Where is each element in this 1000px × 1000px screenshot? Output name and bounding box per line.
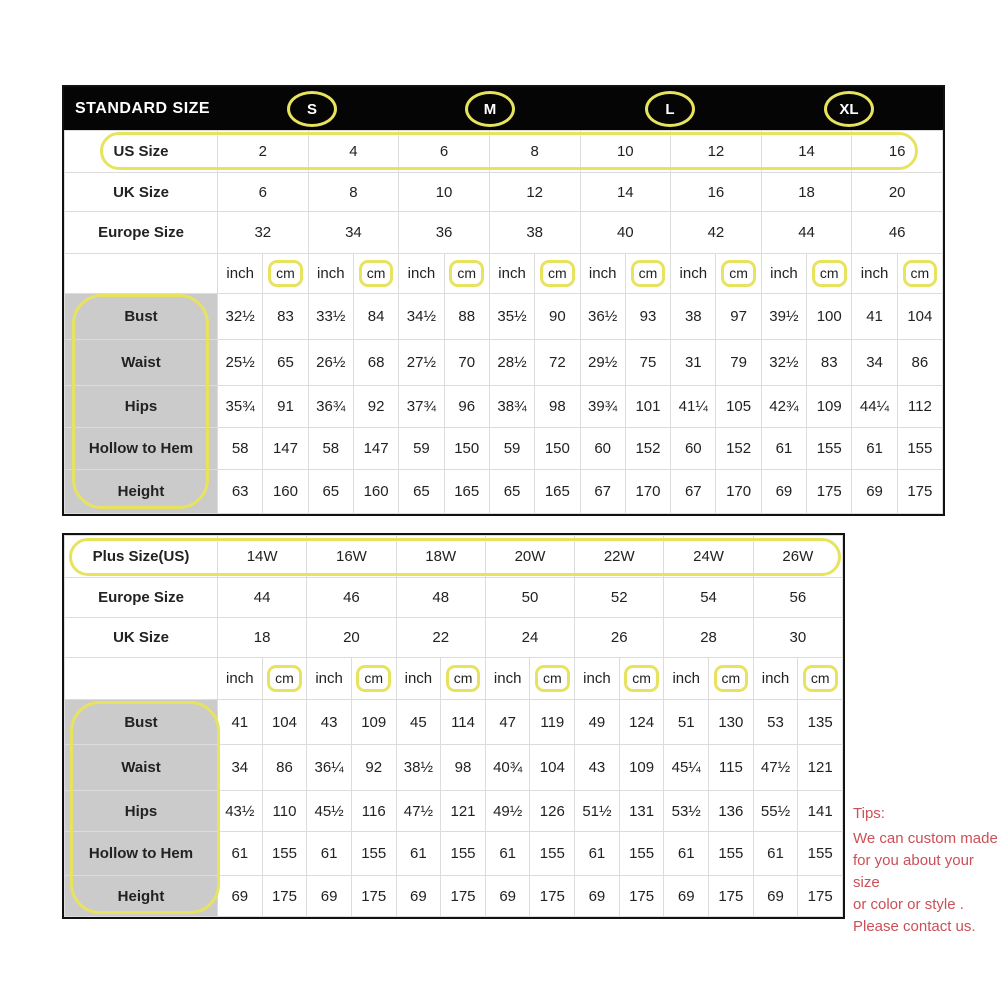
size-row-label: Europe Size <box>65 212 218 254</box>
measure-value-cell: 84 <box>353 294 398 340</box>
size-value-cell: 10 <box>399 173 490 212</box>
measure-value-cell: 152 <box>625 428 670 470</box>
measure-value-cell: 155 <box>807 428 852 470</box>
measure-value-cell: 59 <box>489 428 534 470</box>
size-value-cell: 54 <box>664 578 753 618</box>
measure-value-cell: 69 <box>307 876 352 917</box>
unit-inch-cell: inch <box>852 254 897 294</box>
measure-value-cell: 175 <box>441 876 486 917</box>
measure-value-cell: 88 <box>444 294 489 340</box>
measure-value-cell: 83 <box>807 340 852 386</box>
measure-value-cell: 155 <box>262 832 307 876</box>
table-row <box>65 536 843 578</box>
measure-value-cell: 31 <box>671 340 716 386</box>
measure-value-cell: 49 <box>575 700 620 745</box>
measure-value-cell: 165 <box>444 470 489 514</box>
unit-inch-cell: inch <box>575 658 620 700</box>
measure-value-cell: 41 <box>218 700 263 745</box>
size-row-label: US Size <box>65 131 218 173</box>
cm-highlight-box: cm <box>356 665 391 692</box>
unit-inch-cell: inch <box>671 254 716 294</box>
measure-value-cell: 53 <box>753 700 798 745</box>
measure-value-cell: 121 <box>441 791 486 832</box>
size-value-cell: 48 <box>396 578 485 618</box>
size-value-cell: 20W <box>485 536 574 578</box>
unit-inch-cell: inch <box>753 658 798 700</box>
measure-value-cell: 61 <box>575 832 620 876</box>
unit-cm-cell <box>619 658 664 700</box>
measure-row-label: Waist <box>65 340 218 386</box>
size-value-cell: 42 <box>671 212 762 254</box>
measure-value-cell: 61 <box>761 428 806 470</box>
measure-value-cell: 67 <box>580 470 625 514</box>
measure-value-cell: 61 <box>485 832 530 876</box>
measure-value-cell: 65 <box>489 470 534 514</box>
size-value-cell: 16W <box>307 536 396 578</box>
size-value-cell: 6 <box>218 173 309 212</box>
unit-row-empty-cell <box>65 658 218 700</box>
unit-inch-cell: inch <box>308 254 353 294</box>
measure-value-cell: 92 <box>353 386 398 428</box>
measure-row-label: Hips <box>65 791 218 832</box>
size-value-cell: 14W <box>218 536 307 578</box>
measure-value-cell: 119 <box>530 700 575 745</box>
unit-cm-cell <box>351 658 396 700</box>
measure-value-cell: 27½ <box>399 340 444 386</box>
unit-cm-cell <box>530 658 575 700</box>
cm-highlight-box: cm <box>803 665 838 692</box>
measure-value-cell: 92 <box>351 745 396 791</box>
size-row-label: UK Size <box>65 173 218 212</box>
size-grid-table <box>64 130 943 514</box>
measure-value-cell: 26½ <box>308 340 353 386</box>
unit-cm-cell <box>798 658 843 700</box>
size-value-cell: 18 <box>761 173 852 212</box>
measure-value-cell: 69 <box>753 876 798 917</box>
plus-size-table <box>62 533 845 919</box>
unit-cm-cell <box>716 254 761 294</box>
unit-inch-cell: inch <box>218 658 263 700</box>
measure-value-cell: 100 <box>807 294 852 340</box>
size-value-cell: 34 <box>308 212 399 254</box>
cm-highlight-box: cm <box>721 260 756 287</box>
measure-value-cell: 25½ <box>218 340 263 386</box>
unit-inch-cell: inch <box>307 658 352 700</box>
measure-value-cell: 69 <box>396 876 441 917</box>
measure-value-cell: 155 <box>351 832 396 876</box>
plus-size-grid <box>64 535 843 917</box>
measure-value-cell: 63 <box>218 470 263 514</box>
cm-highlight-box: cm <box>540 260 575 287</box>
size-grid-table <box>64 535 843 917</box>
size-row-label: Plus Size(US) <box>65 536 218 578</box>
table-row <box>65 791 843 832</box>
measure-value-cell: 175 <box>798 876 843 917</box>
measure-value-cell: 109 <box>807 386 852 428</box>
measure-row-label: Waist <box>65 745 218 791</box>
measure-value-cell: 51 <box>664 700 709 745</box>
measure-value-cell: 34½ <box>399 294 444 340</box>
measure-value-cell: 86 <box>262 745 307 791</box>
measure-value-cell: 69 <box>485 876 530 917</box>
measure-value-cell: 175 <box>897 470 942 514</box>
measure-value-cell: 34 <box>218 745 263 791</box>
measure-value-cell: 32½ <box>761 340 806 386</box>
measure-value-cell: 91 <box>263 386 308 428</box>
size-badge-xl-oval-icon: XL <box>824 91 874 127</box>
measure-value-cell: 39¾ <box>580 386 625 428</box>
measure-row-label: Hollow to Hem <box>65 428 218 470</box>
measure-row-label: Hollow to Hem <box>65 832 218 876</box>
measure-value-cell: 112 <box>897 386 942 428</box>
size-value-cell: 56 <box>753 578 842 618</box>
measure-value-cell: 75 <box>625 340 670 386</box>
measure-value-cell: 38½ <box>396 745 441 791</box>
size-value-cell: 12 <box>489 173 580 212</box>
measure-value-cell: 109 <box>351 700 396 745</box>
measure-value-cell: 141 <box>798 791 843 832</box>
unit-inch-cell: inch <box>580 254 625 294</box>
size-value-cell: 26 <box>575 618 664 658</box>
measure-value-cell: 40¾ <box>485 745 530 791</box>
unit-cm-cell <box>625 254 670 294</box>
measure-value-cell: 70 <box>444 340 489 386</box>
unit-cm-cell <box>353 254 398 294</box>
size-value-cell: 32 <box>218 212 309 254</box>
measure-value-cell: 175 <box>709 876 754 917</box>
cm-highlight-box: cm <box>812 260 847 287</box>
measure-value-cell: 43 <box>307 700 352 745</box>
measure-value-cell: 69 <box>575 876 620 917</box>
tips-line: for you about your size <box>853 852 974 891</box>
size-value-cell: 26W <box>753 536 842 578</box>
measure-value-cell: 59 <box>399 428 444 470</box>
measure-value-cell: 152 <box>716 428 761 470</box>
measure-value-cell: 38 <box>671 294 716 340</box>
standard-size-header <box>64 87 943 130</box>
measure-value-cell: 41¼ <box>671 386 716 428</box>
size-value-cell: 20 <box>307 618 396 658</box>
cm-highlight-box: cm <box>714 665 749 692</box>
size-value-cell: 8 <box>308 173 399 212</box>
measure-value-cell: 101 <box>625 386 670 428</box>
measure-value-cell: 35½ <box>489 294 534 340</box>
standard-size-title: STANDARD SIZE <box>75 99 211 117</box>
measure-value-cell: 36½ <box>580 294 625 340</box>
size-value-cell: 8 <box>489 131 580 173</box>
unit-inch-cell: inch <box>761 254 806 294</box>
measure-value-cell: 67 <box>671 470 716 514</box>
measure-value-cell: 61 <box>852 428 897 470</box>
unit-inch-cell: inch <box>396 658 441 700</box>
tips-line: Please contact us. <box>853 918 976 935</box>
size-value-cell: 6 <box>399 131 490 173</box>
measure-value-cell: 44¼ <box>852 386 897 428</box>
standard-size-grid <box>64 130 943 514</box>
measure-row-label: Height <box>65 470 218 514</box>
measure-value-cell: 131 <box>619 791 664 832</box>
measure-value-cell: 34 <box>852 340 897 386</box>
measure-value-cell: 45 <box>396 700 441 745</box>
unit-cm-cell <box>897 254 942 294</box>
measure-value-cell: 116 <box>351 791 396 832</box>
measure-value-cell: 104 <box>262 700 307 745</box>
unit-cm-cell <box>444 254 489 294</box>
measure-value-cell: 29½ <box>580 340 625 386</box>
table-row <box>65 131 943 173</box>
size-value-cell: 24 <box>485 618 574 658</box>
table-row <box>65 428 943 470</box>
measure-value-cell: 124 <box>619 700 664 745</box>
measure-value-cell: 37¾ <box>399 386 444 428</box>
table-row <box>65 386 943 428</box>
measure-value-cell: 155 <box>897 428 942 470</box>
tips-line: or color or style . <box>853 896 964 913</box>
measure-value-cell: 32½ <box>218 294 263 340</box>
measure-value-cell: 93 <box>625 294 670 340</box>
measure-value-cell: 170 <box>716 470 761 514</box>
size-value-cell: 30 <box>753 618 842 658</box>
measure-value-cell: 36¾ <box>308 386 353 428</box>
measure-row-label: Hips <box>65 386 218 428</box>
size-badge-l-oval-icon: L <box>645 91 695 127</box>
measure-value-cell: 150 <box>535 428 580 470</box>
measure-value-cell: 115 <box>709 745 754 791</box>
measure-value-cell: 65 <box>263 340 308 386</box>
table-row <box>65 254 943 294</box>
cm-highlight-box: cm <box>449 260 484 287</box>
measure-value-cell: 39½ <box>761 294 806 340</box>
table-row <box>65 876 843 917</box>
measure-value-cell: 49½ <box>485 791 530 832</box>
size-value-cell: 46 <box>307 578 396 618</box>
size-value-cell: 36 <box>399 212 490 254</box>
measure-value-cell: 175 <box>807 470 852 514</box>
unit-cm-cell <box>441 658 486 700</box>
size-value-cell: 46 <box>852 212 943 254</box>
measure-value-cell: 45¼ <box>664 745 709 791</box>
table-row <box>65 658 843 700</box>
unit-inch-cell: inch <box>489 254 534 294</box>
measure-value-cell: 147 <box>263 428 308 470</box>
measure-value-cell: 160 <box>353 470 398 514</box>
measure-value-cell: 104 <box>897 294 942 340</box>
measure-value-cell: 175 <box>619 876 664 917</box>
measure-value-cell: 130 <box>709 700 754 745</box>
cm-highlight-box: cm <box>903 260 938 287</box>
measure-value-cell: 51½ <box>575 791 620 832</box>
measure-value-cell: 47½ <box>753 745 798 791</box>
measure-value-cell: 79 <box>716 340 761 386</box>
measure-value-cell: 147 <box>353 428 398 470</box>
unit-cm-cell <box>535 254 580 294</box>
measure-value-cell: 160 <box>263 470 308 514</box>
measure-value-cell: 83 <box>263 294 308 340</box>
tips-line: We can custom made <box>853 830 998 847</box>
size-value-cell: 44 <box>761 212 852 254</box>
cm-highlight-box: cm <box>535 665 570 692</box>
measure-value-cell: 38¾ <box>489 386 534 428</box>
table-row <box>65 340 943 386</box>
measure-value-cell: 96 <box>444 386 489 428</box>
size-value-cell: 50 <box>485 578 574 618</box>
measure-value-cell: 53½ <box>664 791 709 832</box>
size-value-cell: 14 <box>580 173 671 212</box>
measure-value-cell: 58 <box>308 428 353 470</box>
measure-value-cell: 105 <box>716 386 761 428</box>
measure-value-cell: 121 <box>798 745 843 791</box>
cm-highlight-box: cm <box>446 665 481 692</box>
size-value-cell: 2 <box>218 131 309 173</box>
measure-value-cell: 165 <box>535 470 580 514</box>
measure-value-cell: 47 <box>485 700 530 745</box>
size-badge-s-oval-icon: S <box>287 91 337 127</box>
size-row-label: UK Size <box>65 618 218 658</box>
table-row <box>65 173 943 212</box>
measure-value-cell: 35¾ <box>218 386 263 428</box>
measure-value-cell: 28½ <box>489 340 534 386</box>
measure-value-cell: 98 <box>441 745 486 791</box>
measure-value-cell: 43 <box>575 745 620 791</box>
measure-value-cell: 98 <box>535 386 580 428</box>
measure-value-cell: 36¼ <box>307 745 352 791</box>
size-value-cell: 24W <box>664 536 753 578</box>
table-row <box>65 618 843 658</box>
size-row-label: Europe Size <box>65 578 218 618</box>
measure-value-cell: 90 <box>535 294 580 340</box>
unit-cm-cell <box>263 254 308 294</box>
unit-inch-cell: inch <box>399 254 444 294</box>
measure-value-cell: 69 <box>852 470 897 514</box>
measure-value-cell: 72 <box>535 340 580 386</box>
size-value-cell: 14 <box>761 131 852 173</box>
measure-row-label: Bust <box>65 294 218 340</box>
size-value-cell: 10 <box>580 131 671 173</box>
measure-value-cell: 97 <box>716 294 761 340</box>
size-value-cell: 4 <box>308 131 399 173</box>
measure-value-cell: 69 <box>664 876 709 917</box>
measure-value-cell: 55½ <box>753 791 798 832</box>
size-value-cell: 28 <box>664 618 753 658</box>
table-row <box>65 745 843 791</box>
measure-value-cell: 41 <box>852 294 897 340</box>
unit-inch-cell: inch <box>485 658 530 700</box>
measure-value-cell: 42¾ <box>761 386 806 428</box>
unit-inch-cell: inch <box>664 658 709 700</box>
measure-value-cell: 155 <box>709 832 754 876</box>
unit-row-empty-cell <box>65 254 218 294</box>
size-value-cell: 40 <box>580 212 671 254</box>
size-value-cell: 22W <box>575 536 664 578</box>
cm-highlight-box: cm <box>268 260 303 287</box>
measure-value-cell: 43½ <box>218 791 263 832</box>
size-value-cell: 16 <box>852 131 943 173</box>
measure-value-cell: 114 <box>441 700 486 745</box>
custom-made-tips-note <box>853 803 1000 938</box>
table-row <box>65 294 943 340</box>
measure-value-cell: 104 <box>530 745 575 791</box>
table-row <box>65 578 843 618</box>
measure-row-label: Height <box>65 876 218 917</box>
measure-value-cell: 65 <box>308 470 353 514</box>
cm-highlight-box: cm <box>359 260 394 287</box>
size-value-cell: 22 <box>396 618 485 658</box>
size-value-cell: 16 <box>671 173 762 212</box>
tips-title: Tips: <box>853 805 885 822</box>
cm-highlight-box: cm <box>631 260 666 287</box>
size-badge-m-oval-icon: M <box>465 91 515 127</box>
measure-value-cell: 155 <box>798 832 843 876</box>
measure-value-cell: 61 <box>664 832 709 876</box>
unit-cm-cell <box>807 254 852 294</box>
table-row <box>65 212 943 254</box>
measure-value-cell: 33½ <box>308 294 353 340</box>
measure-value-cell: 45½ <box>307 791 352 832</box>
measure-value-cell: 68 <box>353 340 398 386</box>
measure-value-cell: 155 <box>530 832 575 876</box>
cm-highlight-box: cm <box>267 665 302 692</box>
table-row <box>65 832 843 876</box>
size-value-cell: 18 <box>218 618 307 658</box>
measure-value-cell: 175 <box>530 876 575 917</box>
measure-value-cell: 110 <box>262 791 307 832</box>
measure-value-cell: 61 <box>307 832 352 876</box>
table-row <box>65 470 943 514</box>
measure-value-cell: 109 <box>619 745 664 791</box>
measure-value-cell: 136 <box>709 791 754 832</box>
size-value-cell: 18W <box>396 536 485 578</box>
measure-value-cell: 47½ <box>396 791 441 832</box>
measure-value-cell: 126 <box>530 791 575 832</box>
standard-size-table <box>62 85 945 516</box>
size-value-cell: 52 <box>575 578 664 618</box>
measure-value-cell: 60 <box>580 428 625 470</box>
measure-value-cell: 155 <box>441 832 486 876</box>
size-value-cell: 12 <box>671 131 762 173</box>
measure-value-cell: 58 <box>218 428 263 470</box>
measure-value-cell: 61 <box>218 832 263 876</box>
measure-value-cell: 61 <box>753 832 798 876</box>
table-row <box>65 700 843 745</box>
measure-value-cell: 175 <box>262 876 307 917</box>
unit-cm-cell <box>262 658 307 700</box>
measure-value-cell: 69 <box>761 470 806 514</box>
size-value-cell: 20 <box>852 173 943 212</box>
measure-value-cell: 65 <box>399 470 444 514</box>
unit-cm-cell <box>709 658 754 700</box>
measure-value-cell: 170 <box>625 470 670 514</box>
measure-value-cell: 150 <box>444 428 489 470</box>
measure-value-cell: 135 <box>798 700 843 745</box>
size-value-cell: 44 <box>218 578 307 618</box>
measure-value-cell: 69 <box>218 876 263 917</box>
measure-row-label: Bust <box>65 700 218 745</box>
size-value-cell: 38 <box>489 212 580 254</box>
measure-value-cell: 175 <box>351 876 396 917</box>
cm-highlight-box: cm <box>624 665 659 692</box>
unit-inch-cell: inch <box>218 254 263 294</box>
measure-value-cell: 60 <box>671 428 716 470</box>
measure-value-cell: 86 <box>897 340 942 386</box>
measure-value-cell: 155 <box>619 832 664 876</box>
measure-value-cell: 61 <box>396 832 441 876</box>
